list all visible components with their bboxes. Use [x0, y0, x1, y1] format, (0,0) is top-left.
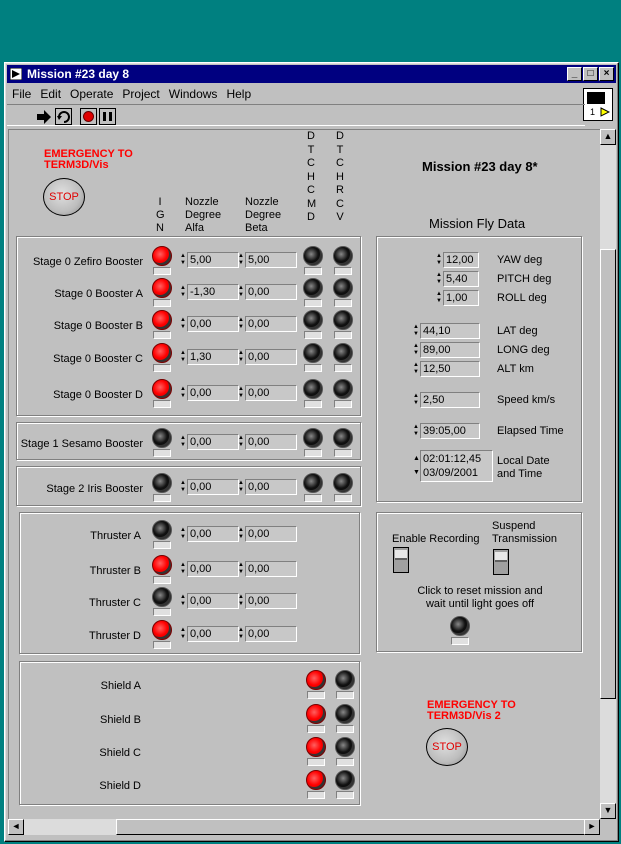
mission-window — [4, 62, 619, 842]
menu-file[interactable]: File — [12, 87, 32, 101]
thruster-row-0-label: Thruster A — [90, 530, 141, 542]
shield-row-1-cmd-led[interactable] — [305, 704, 327, 734]
emergency-label-2: EMERGENCY TO TERM3D/Vis 2 — [427, 699, 516, 722]
stage1-row-nozzle-beta-field[interactable]: ▲ ▼ 0,00 — [238, 434, 298, 450]
thruster-row-2-label: Thruster C — [89, 597, 141, 609]
pitch-label: PITCH deg — [497, 273, 552, 285]
lat-label: LAT deg — [497, 325, 538, 337]
thruster-row-1-label: Thruster B — [89, 565, 141, 577]
local-time-value: 02:01:12,45 — [423, 453, 482, 465]
thruster-row-3-nozzle-beta-field[interactable]: ▲ ▼ 0,00 — [238, 626, 298, 642]
scroll-corner — [600, 819, 616, 835]
pitch-field[interactable]: ▲ ▼ 5,40 — [436, 271, 480, 287]
suspend-transmission-label: Suspend Transmission — [492, 520, 557, 545]
enable-recording-label: Enable Recording — [392, 533, 480, 545]
yaw-field[interactable]: ▲ ▼ 12,00 — [436, 252, 480, 268]
pause-icon[interactable] — [99, 108, 116, 125]
horizontal-scrollbar[interactable] — [8, 819, 600, 835]
stage0-row-0-nozzle-alfa-field[interactable]: ▲ ▼ 5,00 — [180, 252, 240, 268]
local-date-time-field[interactable]: ▲ ▼ 02:01:12,45 03/09/2001 — [413, 450, 493, 482]
menu-project[interactable]: Project — [122, 87, 160, 101]
shield-row-0-rcv-led[interactable] — [334, 670, 356, 700]
vi-icon[interactable]: 1 — [583, 88, 613, 121]
stage0-row-1-nozzle-beta-field[interactable]: ▲ ▼ 0,00 — [238, 284, 298, 300]
minimize-button[interactable]: _ — [567, 67, 582, 81]
stage0-row-0-nozzle-beta-field[interactable]: ▲ ▼ 5,00 — [238, 252, 298, 268]
stage0-row-4-label: Stage 0 Booster D — [53, 389, 143, 401]
shield-row-1-label: Shield B — [100, 714, 141, 726]
thruster-row-2-nozzle-alfa-field[interactable]: ▲ ▼ 0,00 — [180, 593, 240, 609]
elapsed-time-label: Elapsed Time — [497, 425, 564, 437]
shield-row-0-label: Shield A — [100, 680, 141, 692]
stage1-row-label: Stage 1 Sesamo Booster — [20, 438, 143, 450]
stage0-row-0-label: Stage 0 Zefiro Booster — [32, 256, 143, 268]
shield-row-2-rcv-led[interactable] — [334, 737, 356, 767]
menu-edit[interactable]: Edit — [40, 87, 62, 101]
header-dtch-rcv: D T C H R C V — [336, 130, 344, 223]
header-ign: I G N — [156, 196, 165, 234]
panel-title: Mission #23 day 8* — [422, 159, 538, 174]
window-title: Mission #23 day 8 — [27, 67, 130, 81]
stage0-row-3-nozzle-beta-field[interactable]: ▲ ▼ 0,00 — [238, 349, 298, 365]
front-panel — [8, 129, 600, 819]
stage2-row-nozzle-alfa-field[interactable]: ▲ ▼ 0,00 — [180, 479, 240, 495]
alt-label: ALT km — [497, 363, 534, 375]
scroll-down-button[interactable]: ▼ — [600, 803, 616, 819]
reset-mission-button[interactable] — [449, 616, 471, 646]
emergency-label-1: EMERGENCY TO TERM3D/Vis — [44, 148, 133, 171]
shield-row-3-cmd-led[interactable] — [305, 770, 327, 800]
shield-row-0-cmd-led[interactable] — [305, 670, 327, 700]
horizontal-scroll-thumb[interactable] — [116, 819, 596, 835]
suspend-transmission-toggle[interactable] — [493, 549, 509, 575]
long-label: LONG deg — [497, 344, 550, 356]
scroll-left-button[interactable]: ◄ — [8, 819, 24, 835]
fly-data-title: Mission Fly Data — [429, 216, 526, 231]
thruster-row-2-nozzle-beta-field[interactable]: ▲ ▼ 0,00 — [238, 593, 298, 609]
stage0-row-1-label: Stage 0 Booster A — [54, 288, 143, 300]
shield-row-3-rcv-led[interactable] — [334, 770, 356, 800]
emergency-stop-button-2[interactable]: STOP — [426, 728, 468, 766]
shield-row-2-cmd-led[interactable] — [305, 737, 327, 767]
thruster-row-0-nozzle-beta-field[interactable]: ▲ ▼ 0,00 — [238, 526, 298, 542]
elapsed-time-field[interactable]: ▲ ▼ 39:05,00 — [413, 423, 481, 439]
header-dtch-cmd: D T C H C M D — [307, 130, 317, 223]
abort-icon[interactable] — [80, 108, 97, 125]
stage0-row-2-label: Stage 0 Booster B — [53, 320, 143, 332]
reset-instruction: Click to reset mission and wait until light goes off — [417, 585, 543, 610]
labview-app-icon — [10, 68, 22, 80]
stage0-row-1-nozzle-alfa-field[interactable]: ▲ ▼ -1,30 — [180, 284, 240, 300]
menu-bar — [7, 85, 587, 103]
emergency-stop-button-1[interactable]: STOP — [43, 178, 85, 216]
thruster-row-1-nozzle-alfa-field[interactable]: ▲ ▼ 0,00 — [180, 561, 240, 577]
header-nozzle-beta: Nozzle Degree Beta — [245, 196, 282, 234]
toolbar — [7, 104, 585, 126]
speed-field[interactable]: ▲ ▼ 2,50 — [413, 392, 481, 408]
menu-operate[interactable]: Operate — [70, 87, 114, 101]
vertical-scroll-thumb[interactable] — [600, 249, 616, 699]
menu-windows[interactable]: Windows — [168, 87, 218, 101]
stage2-row-nozzle-beta-field[interactable]: ▲ ▼ 0,00 — [238, 479, 298, 495]
shield-row-3-label: Shield D — [99, 780, 141, 792]
run-arrow-icon[interactable] — [35, 109, 53, 125]
maximize-button[interactable]: □ — [583, 67, 598, 81]
stage0-row-4-nozzle-beta-field[interactable]: ▲ ▼ 0,00 — [238, 385, 298, 401]
stage0-row-4-nozzle-alfa-field[interactable]: ▲ ▼ 0,00 — [180, 385, 240, 401]
close-button[interactable]: × — [599, 67, 614, 81]
roll-label: ROLL deg — [497, 292, 547, 304]
stage1-row-nozzle-alfa-field[interactable]: ▲ ▼ 0,00 — [180, 434, 240, 450]
scroll-right-button[interactable]: ► — [584, 819, 600, 835]
stage0-row-3-label: Stage 0 Booster C — [53, 353, 143, 365]
stage0-row-2-nozzle-alfa-field[interactable]: ▲ ▼ 0,00 — [180, 316, 240, 332]
run-continuously-icon[interactable] — [55, 108, 72, 125]
shield-row-1-rcv-led[interactable] — [334, 704, 356, 734]
shield-row-2-label: Shield C — [99, 747, 141, 759]
roll-field[interactable]: ▲ ▼ 1,00 — [436, 290, 480, 306]
local-date-label: Local Date and Time — [497, 455, 550, 480]
alt-field[interactable]: ▲ ▼ 12,50 — [413, 361, 481, 377]
stage0-row-3-nozzle-alfa-field[interactable]: ▲ ▼ 1,30 — [180, 349, 240, 365]
scroll-up-button[interactable]: ▲ — [600, 129, 616, 145]
title-bar — [7, 65, 616, 83]
yaw-label: YAW deg — [497, 254, 543, 266]
speed-label: Speed km/s — [497, 394, 556, 406]
menu-help[interactable]: Help — [226, 87, 252, 101]
enable-recording-toggle[interactable] — [393, 547, 409, 573]
vertical-scrollbar[interactable] — [600, 129, 616, 819]
lat-field[interactable]: ▲ ▼ 44,10 — [413, 323, 481, 339]
thruster-row-0-nozzle-alfa-field[interactable]: ▲ ▼ 0,00 — [180, 526, 240, 542]
header-nozzle-alfa: Nozzle Degree Alfa — [185, 196, 222, 234]
thruster-row-1-nozzle-beta-field[interactable]: ▲ ▼ 0,00 — [238, 561, 298, 577]
stage0-row-2-nozzle-beta-field[interactable]: ▲ ▼ 0,00 — [238, 316, 298, 332]
long-field[interactable]: ▲ ▼ 89,00 — [413, 342, 481, 358]
local-date-value: 03/09/2001 — [423, 467, 479, 479]
thruster-row-3-label: Thruster D — [89, 630, 141, 642]
stage2-row-label: Stage 2 Iris Booster — [46, 483, 143, 495]
thruster-row-3-nozzle-alfa-field[interactable]: ▲ ▼ 0,00 — [180, 626, 240, 642]
